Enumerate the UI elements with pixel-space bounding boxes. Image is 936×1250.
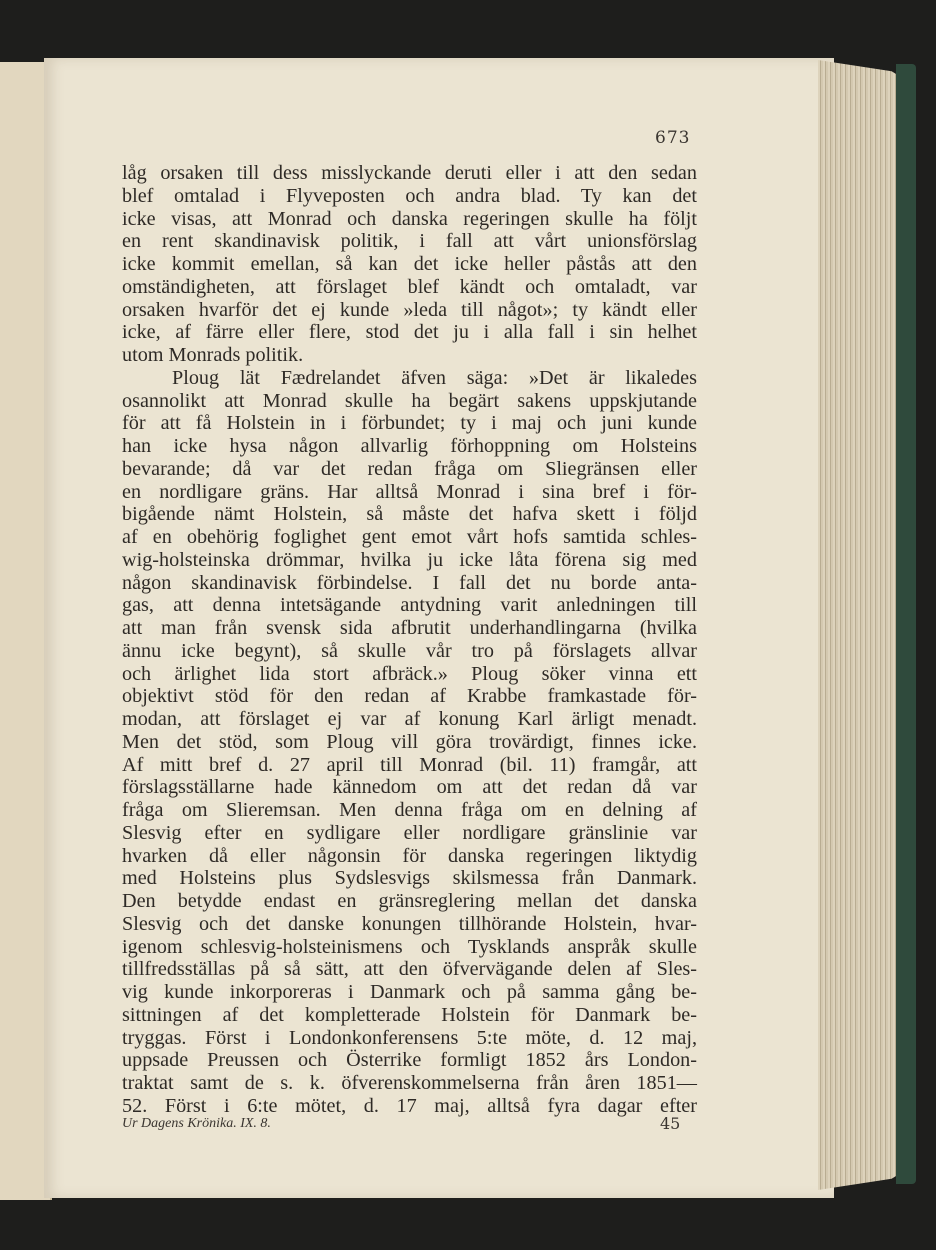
text-line: utom Monrads politik. [122,344,304,366]
text-line: tryggas. Först i Londonkonferensens 5:te möte, d. 12 maj, [122,1026,697,1049]
footer-sheet-number: 45 [660,1114,681,1133]
body-text [122,162,697,1118]
text-line: traktat samt de s. k. öfverenskommelserna från åren 1851— [122,1072,697,1094]
text-line: Men det stöd, som Ploug vill göra trovärdigt, finnes icke. [122,730,697,753]
text-line: objektivt stöd för den redan af Krabbe framkastade för- [122,685,697,708]
text-line: bigående nämt Holstein, så måste det hafva skett i följd [122,503,697,526]
text-line: Den betydde endast en gränsreglering mellan det danska [122,890,697,912]
text-line: att man från svensk sida afbrutit underhandlingarna (hvilka [122,617,697,639]
text-line: Slesvig och det danske konungen tillhörande Holstein, hvar- [122,912,697,935]
text-line: wig-holsteinska drömmar, hvilka ju icke låta förena sig med [122,548,697,571]
text-line: bevarande; då var det redan fråga om Sliegränsen eller [122,457,697,480]
text-line: ännu icke begynt), så skulle vår tro på förslagets allvar [122,639,697,662]
text-line: Af mitt bref d. 27 april till Monrad (bil. 11) framgår, att [122,753,697,776]
text-line: hvarken då eller någonsin för danska regeringen liktydig [122,844,697,867]
text-line: Ploug lät Fædrelandet äfven säga: »Det är likaledes [172,366,697,389]
text-line: låg orsaken till dess misslyckande deruti eller i att den sedan [122,162,697,184]
footer-signature: Ur Dagens Krönika. IX. 8. [122,1116,271,1131]
text-line: för att få Holstein in i förbundet; ty i maj och juni kunde [122,412,697,435]
text-line: en nordligare gräns. Har alltså Monrad i sina bref i för- [122,480,697,503]
text-line: någon skandinavisk förbindelse. I fall det nu borde anta- [122,571,697,594]
text-line: en rent skandinavisk politik, i fall att vårt unionsförslag [122,230,697,253]
text-line: uppsade Preussen och Österrike formligt 1852 års London- [122,1049,697,1072]
text-line: icke, af färre eller flere, stod det ju i alla fall i sin helhet [122,321,697,344]
text-line: fråga om Slieremsan. Men denna fråga om en delning af [122,799,697,821]
text-line: osannolikt att Monrad skulle ha begärt sakens uppskjutande [122,389,697,412]
text-line: och ärlighet lida stort afbräck.» Ploug söker vinna ett [122,662,697,685]
text-line: Slesvig efter en sydligare eller nordligare gränslinie var [122,821,697,844]
page-number: 673 [655,128,691,148]
text-line: icke visas, att Monrad och danska regeringen skulle ha följt [122,207,697,230]
text-line: omständigheten, att förslaget blef kändt och omtaladt, var [122,275,697,298]
text-line: tillfredsställas på så sätt, att den öfvervägande delen af Sles- [122,958,697,981]
text-line: med Holsteins plus Sydslesvigs skilsmessa från Danmark. [122,867,697,890]
text-line: förslagsställarne hade kännedom om att det redan då var [122,776,697,799]
text-line: icke kommit emellan, så kan det icke heller påstås att den [122,253,697,275]
text-line: igenom schlesvig-holsteinismens och Tysklands anspråk skulle [122,935,697,958]
text-line: sittningen af det kompletterade Holstein för Danmark be- [122,1003,697,1026]
text-line: han icke hysa någon allvarlig förhoppning om Holsteins [122,435,697,457]
text-line: vig kunde inkorporeras i Danmark och på samma gång be- [122,981,697,1003]
text-line: af en obehörig foglighet gent emot vårt hofs samtida schles- [122,526,697,548]
text-line: blef omtalad i Flyveposten och andra blad. Ty kan det [122,184,697,207]
text-line: gas, att denna intetsägande antydning varit anledningen till [122,594,697,617]
book-cover-edge [896,64,916,1184]
text-line: 52. Först i 6:te mötet, d. 17 maj, alltså fyra dagar efter [122,1094,697,1117]
text-line: modan, att förslaget ej var af konung Karl ärligt menadt. [122,708,697,730]
text-line: orsaken hvarför det ej kunde »leda till något»; ty kändt eller [122,298,697,321]
